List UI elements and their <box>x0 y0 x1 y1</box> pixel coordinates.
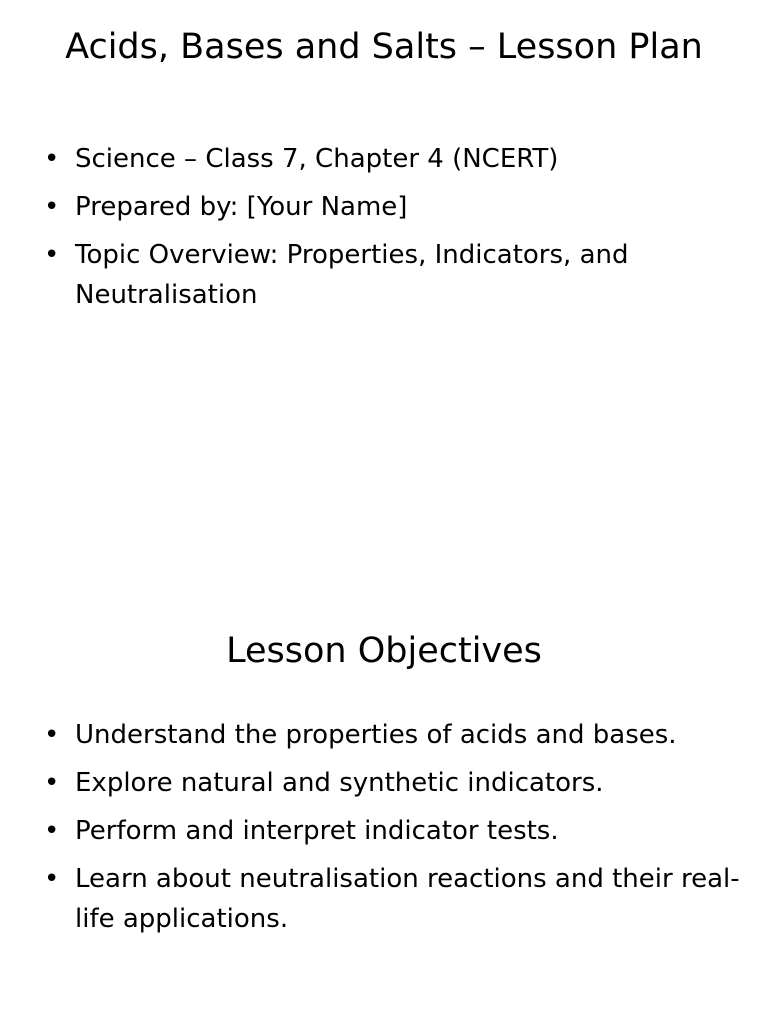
objectives-bullet-list <box>0 715 768 947</box>
bullet-dot: • <box>44 816 60 846</box>
bullet-dot: • <box>44 192 60 222</box>
objective-item <box>0 811 768 851</box>
bullet-text: Learn about neutralisation reactions and their real-life applications. <box>75 864 740 934</box>
bullet-item-author <box>0 187 768 227</box>
slide-title-heading: Acids, Bases and Salts – Lesson Plan <box>65 27 703 67</box>
bullet-dot: • <box>44 144 60 174</box>
slide-objectives-heading: Lesson Objectives <box>226 631 542 671</box>
bullet-text: Science – Class 7, Chapter 4 (NCERT) <box>75 144 559 174</box>
bullet-dot: • <box>44 768 60 798</box>
bullet-dot: • <box>44 864 60 894</box>
bullet-dot: • <box>44 720 60 750</box>
bullet-item-subject <box>0 139 768 179</box>
objective-item <box>0 715 768 755</box>
bullet-dot: • <box>44 240 60 270</box>
objective-item <box>0 859 768 939</box>
bullet-text: Explore natural and synthetic indicators. <box>75 768 604 798</box>
bullet-text: Prepared by: [Your Name] <box>75 192 408 222</box>
bullet-text: Perform and interpret indicator tests. <box>75 816 559 846</box>
objective-item <box>0 763 768 803</box>
bullet-item-overview <box>0 235 768 315</box>
slide-title-bullet-list <box>0 139 768 323</box>
slide-objectives <box>0 512 768 1024</box>
bullet-text: Topic Overview: Properties, Indicators, and Neutralisation <box>75 240 629 310</box>
bullet-text: Understand the properties of acids and bases. <box>75 720 677 750</box>
